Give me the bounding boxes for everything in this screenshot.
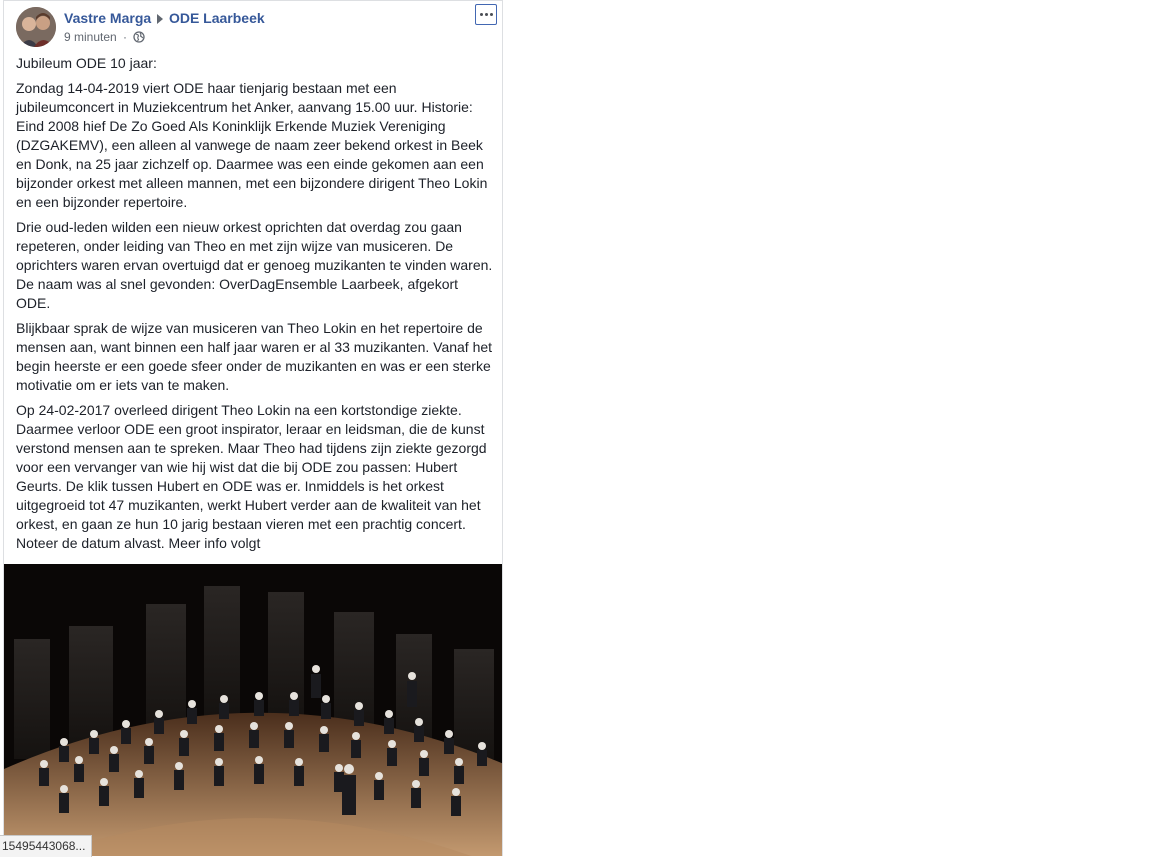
post-timestamp[interactable]: 9 minuten (64, 30, 117, 44)
post-paragraph: Blijkbaar sprak de wijze van musiceren van Theo Lokin en het repertoire de mensen aan, want binnen een half jaar waren er al 33 muzikanten. Vanaf het begin heerste er een goede sfeer onder de muzikanten en was er een sterke motivatie om er iets van te maken. (16, 320, 493, 393)
group-link[interactable]: ODE Laarbeek (168, 10, 265, 26)
caret-right-icon (157, 11, 163, 27)
author-avatar[interactable] (16, 7, 56, 47)
post-paragraph: Drie oud-leden wilden een nieuw orkest oprichten dat overdag zou gaan repeteren, onder leiding van Theo en met zijn wijze van musiceren. De oprichters waren ervan overtuigd dat er genoeg muzikanten te vinden waren. De naam was al snel gevonden: OverDagEnsemble Laarbeek, afgekort ODE. (16, 219, 493, 311)
post-card (3, 0, 503, 856)
ellipsis-icon[interactable] (475, 4, 497, 25)
post-meta (64, 30, 145, 46)
author-link[interactable]: Vastre Marga (64, 10, 152, 26)
status-bar-url: 15495443068... (0, 835, 92, 857)
post-paragraph: Jubileum ODE 10 jaar: (16, 55, 157, 71)
post-photo[interactable] (4, 564, 503, 856)
post-header (64, 10, 265, 27)
post-text (16, 54, 496, 559)
meta-separator: · (123, 30, 128, 44)
post-paragraph: Op 24-02-2017 overleed dirigent Theo Lokin na een kortstondige ziekte. Daarmee verloor ODE een groot inspirator, leraar en leidsman, die de kunst verstond mensen aan te spreken. Maar Theo had tijdens zijn ziekte gezorgd voor een vervanger van wie hij wist dat die bij ODE zou passen: Hubert Geurts. De klik tussen Hubert en ODE was er. Inmiddels is het orkest uitgegroeid tot 47 muzikanten, werkt Hubert verder aan de kwaliteit van het orkest, en gaan ze hun 10 jarig bestaan vieren met een prachtig concert. Noteer de datum alvast. Meer info volgt (16, 402, 487, 551)
post-paragraph: Zondag 14-04-2019 viert ODE haar tienjarig bestaan met een jubileumconcert in Muziekcentrum het Anker, aanvang 15.00 uur. Historie: Eind 2008 hief De Zo Goed Als Koninklijk Erkende Muziek Vereniging (DZGAKEMV), een alleen al vanwege de naam zeer bekend orkest in Beek en Donk, na 25 jaar zichzelf op. Daarmee was een einde gekomen aan een bijzonder orkest met alleen mannen, met een bijzondere dirigent Theo Lokin en een bijzonder repertoire. (16, 80, 488, 210)
globe-icon[interactable] (133, 31, 145, 46)
